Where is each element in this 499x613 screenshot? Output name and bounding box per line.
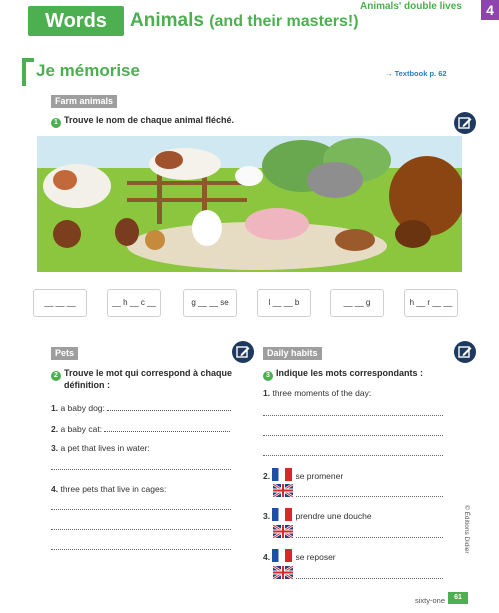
daily-item-1 <box>263 388 371 398</box>
unit-number: 4 <box>481 0 499 20</box>
pets-label: Pets <box>51 347 78 360</box>
daily-item-3 <box>263 508 372 521</box>
edit-pencil-icon[interactable] <box>454 341 476 363</box>
edit-pencil-icon[interactable] <box>454 112 476 134</box>
answer-line[interactable] <box>51 508 231 510</box>
pets-item-1 <box>51 402 231 413</box>
page-title <box>130 10 359 32</box>
pets-item-2 <box>51 423 230 434</box>
word-box-6[interactable]: h __ r __ __ <box>404 289 458 317</box>
word-box-4[interactable]: l __ __ b <box>257 289 311 317</box>
pets-item-4 <box>51 484 166 494</box>
daily-instruction <box>263 368 423 381</box>
title-sub: (and their masters!) <box>209 13 359 30</box>
item-text: a pet that lives in water: <box>60 443 150 453</box>
farm-instruction-text: Trouve le nom de chaque animal fléché. <box>64 115 235 125</box>
french-flag-icon <box>272 549 292 562</box>
uk-flag-icon <box>273 525 293 538</box>
pets-instruction-line1: Trouve le mot qui correspond à chaque <box>64 368 233 378</box>
item-number: 3. <box>263 511 271 521</box>
item-number: 1. <box>263 388 271 398</box>
exercise-number-2: 2 <box>51 371 61 381</box>
edit-pencil-icon[interactable] <box>232 341 254 363</box>
pets-item-3 <box>51 443 150 453</box>
item-number: 1. <box>51 403 59 413</box>
answer-line[interactable] <box>107 402 231 411</box>
item-number: 4. <box>263 552 271 562</box>
section-bracket-icon <box>22 58 34 86</box>
pets-instruction-line2: définition : <box>64 380 110 390</box>
unit-title: Animals' double lives <box>360 1 462 12</box>
title-main: Animals <box>130 10 204 31</box>
words-tab: Words <box>28 6 124 36</box>
answer-line[interactable] <box>104 423 230 432</box>
answer-line[interactable] <box>51 468 231 470</box>
farm-animals-label: Farm animals <box>51 95 117 108</box>
word-box-5[interactable]: __ __ g <box>330 289 384 317</box>
copyright-note: © Éditions Didier <box>463 505 470 554</box>
item-text: three pets that live in cages: <box>60 484 167 494</box>
word-box-3[interactable]: g __ __ se <box>183 289 237 317</box>
french-flag-icon <box>272 468 292 481</box>
item-number: 4. <box>51 484 59 494</box>
answer-line[interactable] <box>263 454 443 456</box>
uk-flag-icon <box>273 484 293 497</box>
daily-item-2 <box>263 468 343 481</box>
textbook-link[interactable]: → Textbook p. 62 <box>385 69 447 78</box>
daily-habits-label: Daily habits <box>263 347 322 360</box>
item-number: 2. <box>263 471 271 481</box>
item-text: three moments of the day: <box>272 388 372 398</box>
item-text: se reposer <box>295 552 336 562</box>
exercise-number-3: 3 <box>263 371 273 381</box>
farm-illustration <box>37 136 462 272</box>
item-text: a baby dog: <box>60 403 105 413</box>
daily-item-4 <box>263 549 336 562</box>
section-title: Je mémorise <box>36 61 140 80</box>
answer-line[interactable] <box>263 414 443 416</box>
item-number: 2. <box>51 424 59 434</box>
french-flag-icon <box>272 508 292 521</box>
item-text: a baby cat: <box>60 424 103 434</box>
exercise-number-1: 1 <box>51 118 61 128</box>
answer-line[interactable] <box>51 548 231 550</box>
answer-line[interactable] <box>296 577 443 579</box>
answer-line[interactable] <box>296 495 443 497</box>
answer-line[interactable] <box>296 536 443 538</box>
word-box-1[interactable]: __ __ __ <box>33 289 87 317</box>
item-text: prendre une douche <box>295 511 372 521</box>
page-number: 61 <box>448 592 468 604</box>
item-text: se promener <box>295 471 344 481</box>
farm-instruction <box>51 115 234 128</box>
item-number: 3. <box>51 443 59 453</box>
page-words: sixty-one <box>415 596 446 605</box>
uk-flag-icon <box>273 566 293 579</box>
daily-instruction-text: Indique les mots correspondants : <box>276 368 424 378</box>
answer-line[interactable] <box>51 528 231 530</box>
answer-line[interactable] <box>263 434 443 436</box>
word-box-2[interactable]: __ h __ c __ <box>107 289 161 317</box>
